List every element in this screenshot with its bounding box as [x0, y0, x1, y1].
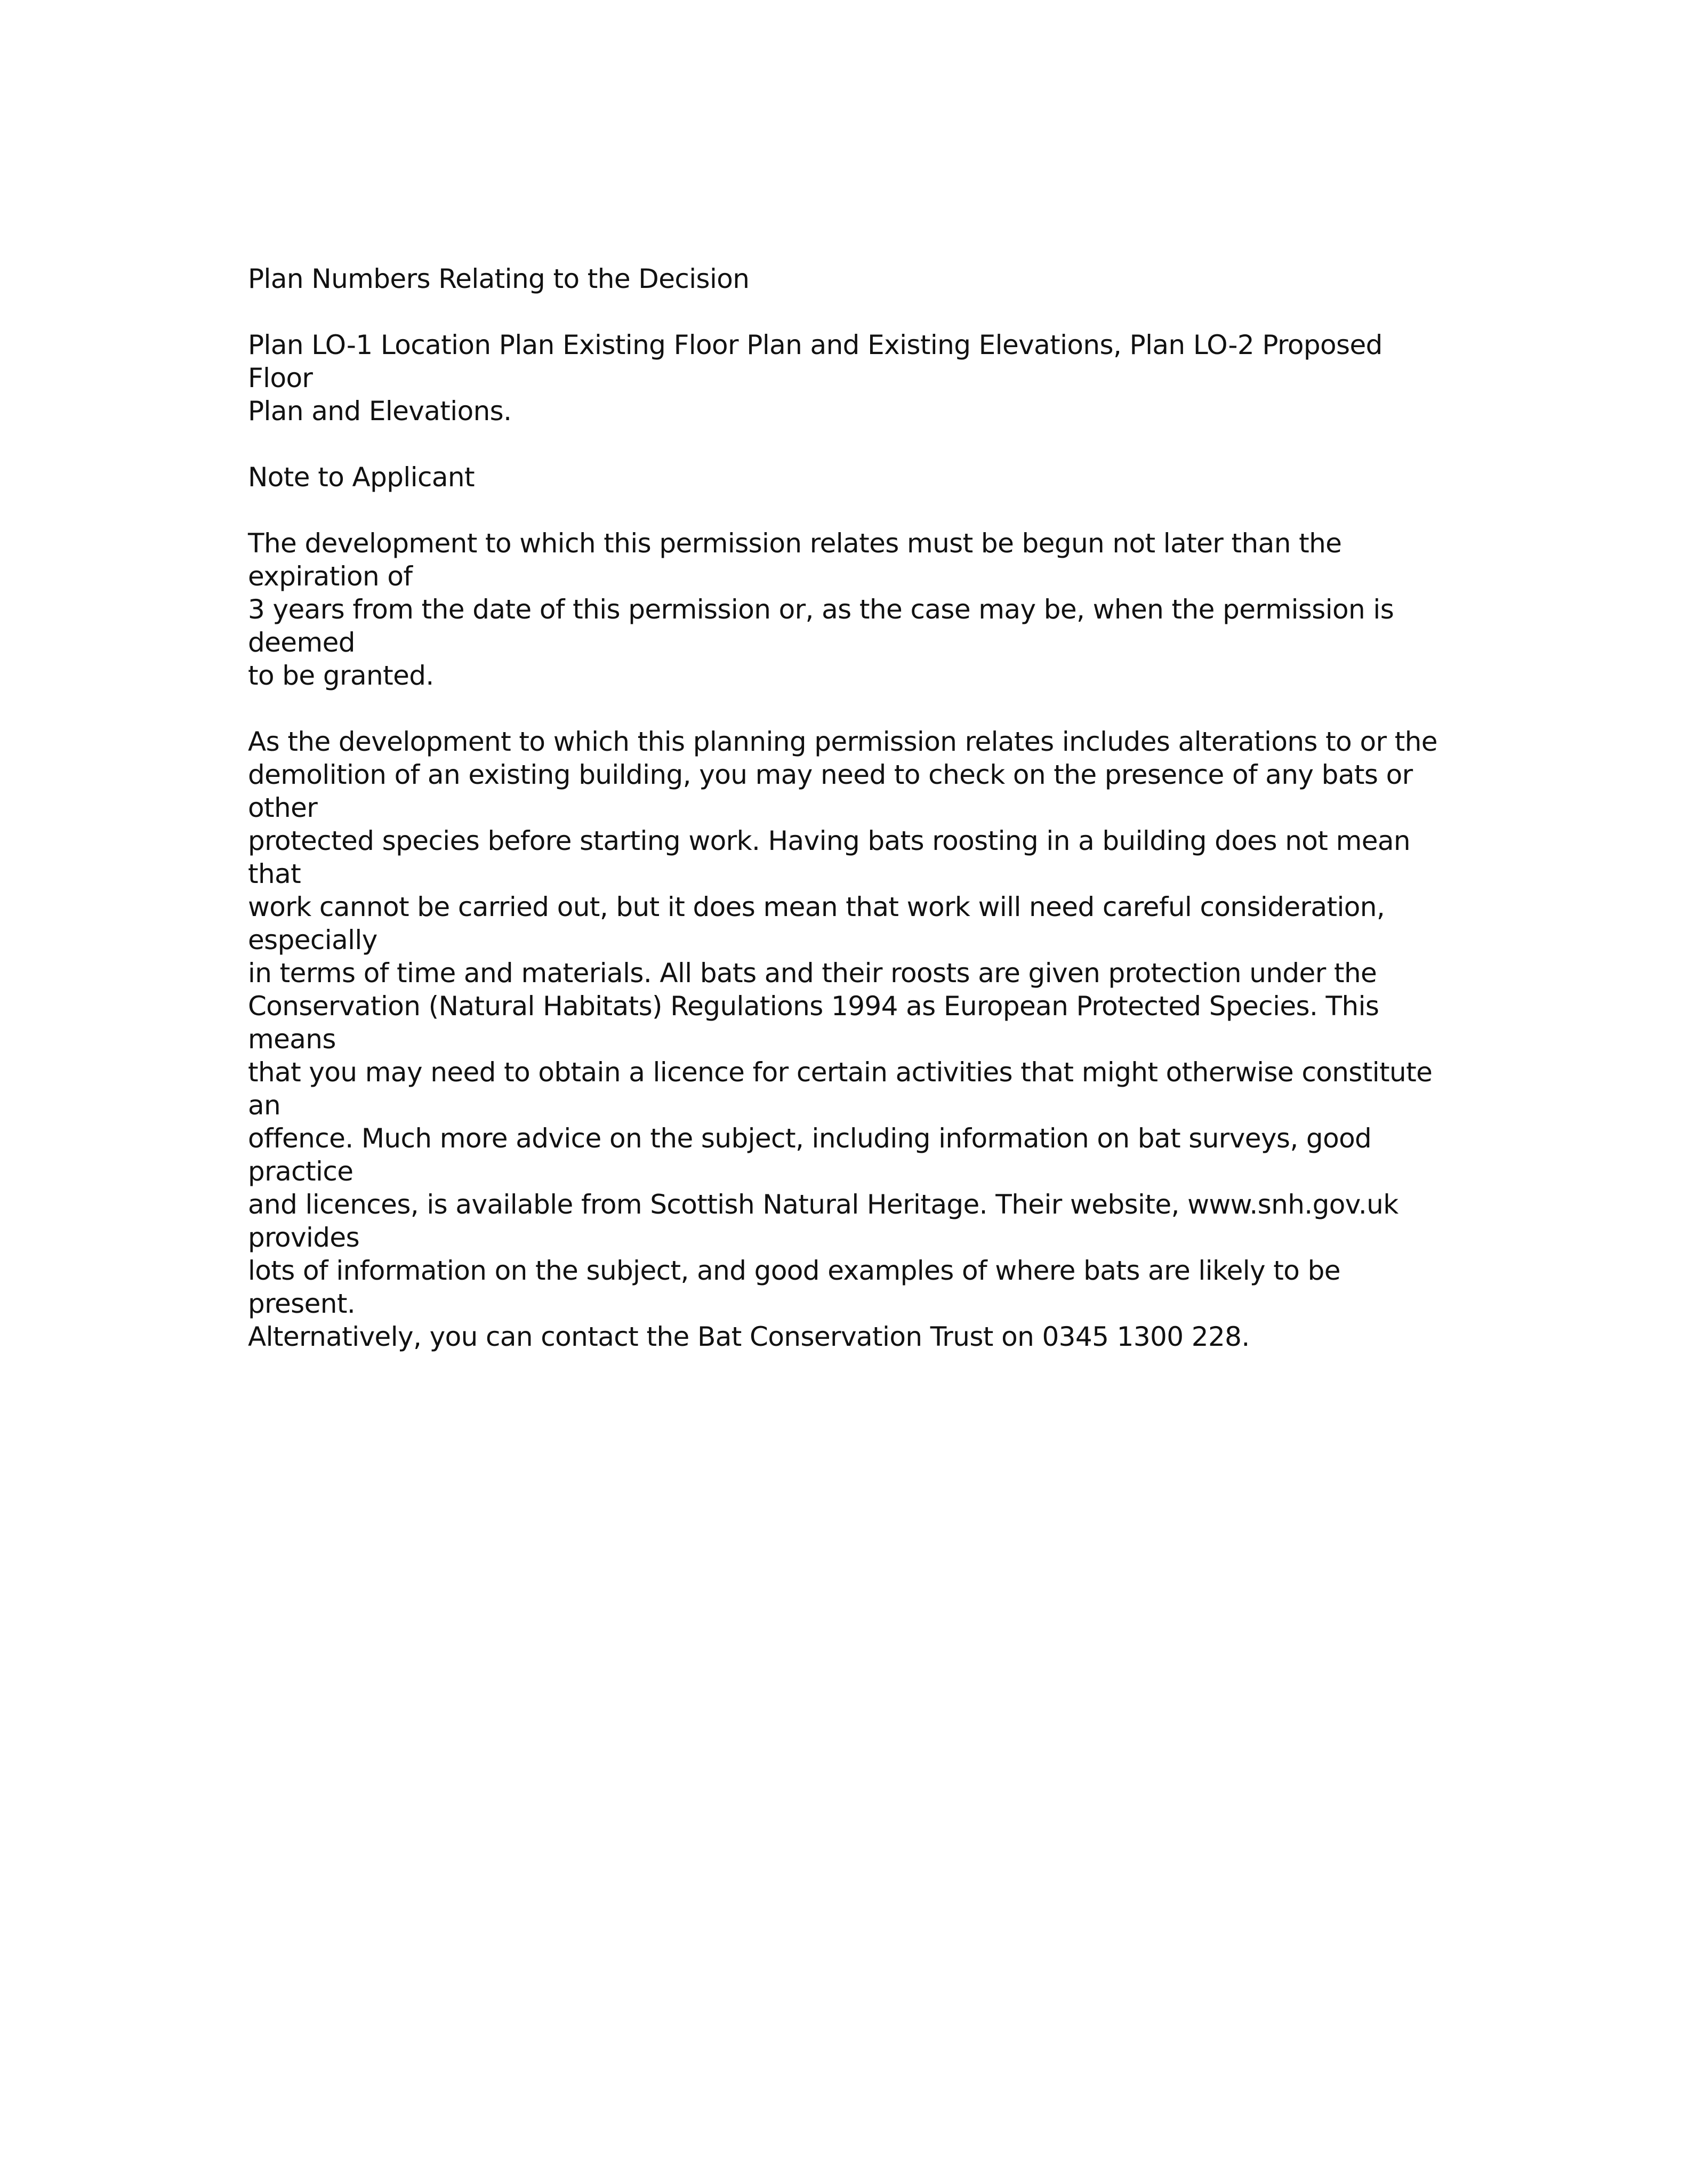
bats-advice-paragraph: As the development to which this planning permission relates includes alterations to or the demolition of an existing building, you may need to check on the presence of any bats or other protected species before starting work. Having bats roosting in a building does not mean that work cannot be carried out, but it does mean that work will need careful consideration, especially in terms of time and materials. All bats and their roosts are given protection under the Conservation (Natural Habitats) Regulations 1994 as European Protected Species. This means that you may need to obtain a licence for certain activities that might otherwise constitute an offence. Much more advice on the subject, including information on bat surveys, good practice and licences, is available from Scottish Natural Heritage. Their website, www.snh.gov.uk provides lots of information on the subject, and good examples of where bats are likely to be present. Alternatively, you can contact the Bat Conservation Trust on 0345 1300 228. [248, 726, 1437, 1352]
document-body [248, 262, 1448, 1353]
development-time-limit-paragraph: The development to which this permission relates must be begun not later than the expiration of 3 years from the date of this permission or, as the case may be, when the permission is deemed to be granted. [248, 528, 1394, 691]
note-to-applicant-heading: Note to Applicant [248, 462, 475, 493]
plan-numbers-heading: Plan Numbers Relating to the Decision [248, 263, 750, 294]
plan-list-paragraph: Plan LO-1 Location Plan Existing Floor Plan and Existing Elevations, Plan LO-2 Proposed Floor Plan and Elevations. [248, 330, 1382, 427]
